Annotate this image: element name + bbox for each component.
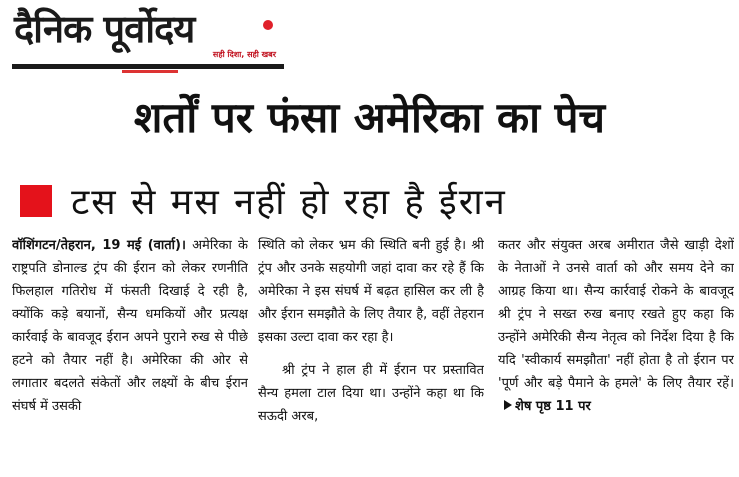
newspaper-logo: दैनिक पूर्वोदय bbox=[14, 7, 195, 51]
article-paragraph bbox=[12, 234, 248, 418]
article-paragraph: स्थिति को लेकर भ्रम की स्थिति बनी हुई है। श्री ट्रंप और उनके सहयोगी जहां दावा कर रहे हैं कि अमेरिका ने इस संघर्ष में बढ़त हासिल कर ली है और ईरान समझौते के लिए तैयार है, वहीं तेहरान इसका उल्टा दावा कर रहा है। bbox=[258, 238, 484, 345]
subheadline bbox=[20, 176, 507, 228]
article-paragraph bbox=[498, 234, 734, 418]
masthead-rule bbox=[12, 64, 284, 69]
subheadline-text: टस से मस नहीं हो रहा है ईरान bbox=[71, 182, 507, 223]
headline: शर्तों पर फंसा अमेरिका का पेच bbox=[133, 93, 606, 142]
article-paragraph: श्री ट्रंप ने हाल ही में ईरान पर प्रस्तावित सैन्य हमला टाल दिया था। उन्होंने कहा था कि सऊदी अरब, bbox=[258, 363, 484, 424]
article-column-2 bbox=[258, 234, 484, 470]
masthead bbox=[12, 6, 284, 72]
article-column-3 bbox=[498, 234, 734, 470]
red-square-icon bbox=[20, 185, 52, 217]
article-column-1 bbox=[12, 234, 248, 470]
arrow-right-icon bbox=[504, 400, 512, 410]
article-text: कतर और संयुक्त अरब अमीरात जैसे खाड़ी देशों के नेताओं ने उनसे वार्ता को और समय देने का आग्रह किया था। सैन्य कार्रवाई रोकने के बावजूद श्री ट्रंप ने सख्त रुख बनाए रखते हुए कहा कि उन्होंने अमेरिकी सैन्य नेतृत्व को निर्देश दिया है कि यदि 'स्वीकार्य समझौता' नहीं होता है तो ईरान पर 'पूर्ण और बड़े पैमाने के हमले' के लिए तैयार रहें। bbox=[498, 238, 734, 391]
dateline: वॉशिंगटन/तेहरान, 19 मई (वार्ता)। bbox=[12, 238, 186, 253]
article-body bbox=[12, 234, 732, 470]
continued-on-page[interactable] bbox=[498, 399, 591, 414]
article-text: अमेरिका के राष्ट्रपति डोनाल्ड ट्रंप की ईरान को लेकर रणनीति फिलहाल गतिरोध में फंसती दिखाई दे रही है, क्योंकि कड़े बयानों, सैन्य धमकियों और प्रत्यक्ष कार्रवाई के बावजूद ईरान अपने पुराने रुख से पीछे हटने को तैयार नहीं है। अमेरिका की ओर से लगातार बदलते संकेतों और लक्ष्यों के बीच ईरान संघर्ष में उसकी bbox=[12, 238, 248, 414]
masthead-accent-rule bbox=[122, 70, 178, 73]
masthead-tagline: सही दिशा, सही खबर bbox=[212, 50, 276, 59]
logo-dot-icon bbox=[263, 20, 273, 30]
continued-label: शेष पृष्ठ 11 पर bbox=[515, 399, 591, 414]
